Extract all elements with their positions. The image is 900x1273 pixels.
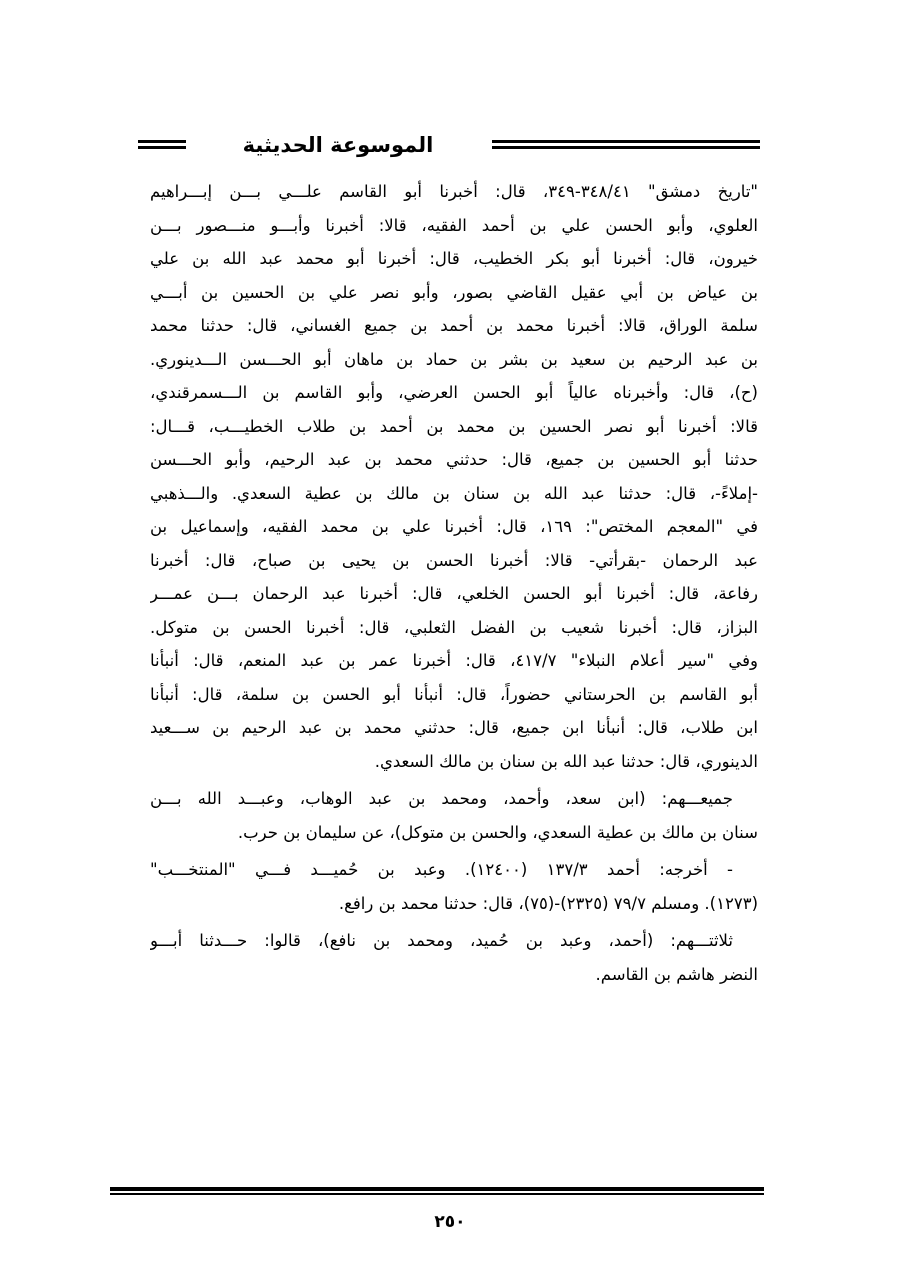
text-line: أبو القاسم بن الحرستاني حضوراً، قال: أنبأنا أبو الحسن بن سلمة، قال: أنبأنا bbox=[150, 684, 758, 704]
text-line: حدثنا أبو الحسين بن جميع، قال: حدثني محمد بن عبد الرحيم، وأبو الحـــسن bbox=[150, 450, 758, 469]
text-line: ثلاثتـــهم: (أحمد، وعبد بن حُميد، ومحمد بن نافع)، قالوا: حـــدثنا أبـــو bbox=[150, 931, 733, 950]
text-line: النضر هاشم بن القاسم. bbox=[595, 964, 758, 984]
header-rule-left bbox=[138, 140, 186, 143]
text-line: ابن طلاب، قال: أنبأنا ابن جميع، قال: حدثني محمد بن عبد الرحيم بن ســـعيد bbox=[150, 718, 758, 737]
text-line: وفي "سير أعلام النبلاء" ٤١٧/٧، قال: أخبرنا عمر بن عبد المنعم، قال: أنبأنا bbox=[150, 651, 758, 670]
paragraph-3 bbox=[150, 853, 758, 920]
text-line: (١٢٧٣). ومسلم ٧٩/٧ (٢٣٢٥)-(٧٥)، قال: حدثنا محمد بن رافع. bbox=[338, 893, 758, 913]
text-line: بن عبد الرحيم بن سعيد بن بشر بن حماد بن ماهان أبو الحـــسن الـــدينوري. bbox=[150, 349, 758, 369]
text-line: سلمة الوراق، قالا: أخبرنا محمد بن أحمد بن جميع الغساني، قال: حدثنا محمد bbox=[150, 316, 758, 335]
text-line: العلوي، وأبو الحسن علي بن أحمد الفقيه، قالا: أخبرنا وأبـــو منـــصور بـــن bbox=[150, 215, 758, 235]
text-line: خيرون، قال: أخبرنا أبو بكر الخطيب، قال: أخبرنا أبو محمد عبد الله بن علي bbox=[150, 249, 758, 268]
text-line: رفاعة، قال: أخبرنا أبو الحسن الخلعي، قال: أخبرنا عبد الرحمان بـــن عمـــر bbox=[150, 584, 758, 603]
text-line: جميعـــهم: (ابن سعد، وأحمد، ومحمد بن عبد الوهاب، وعبـــد الله بـــن bbox=[150, 789, 733, 808]
paragraph-2 bbox=[150, 782, 758, 849]
text-line: الدينوري، قال: حدثنا عبد الله بن سنان بن مالك السعدي. bbox=[374, 751, 758, 771]
text-line: عبد الرحمان -بقرأتي- قالا: أخبرنا الحسن بن يحيى بن صباح، قال: أخبرنا bbox=[150, 550, 758, 570]
text-line: - أخرجه: أحمد ١٣٧/٣ (١٢٤٠٠). وعبد بن حُميـــد فـــي "المنتخـــب" bbox=[150, 860, 733, 879]
text-line: قالا: أخبرنا أبو نصر الحسين بن محمد بن أحمد بن طلاب الخطيـــب، قـــال: bbox=[150, 416, 758, 436]
page-body bbox=[150, 175, 758, 991]
text-line: -إملاءً-، قال: حدثنا عبد الله بن سنان بن مالك بن عطية السعدي. والـــذهبي bbox=[150, 483, 758, 503]
text-line: بن عياض بن أبي عقيل القاضي بصور، وأبو نصر علي بن الحسين بن أبـــي bbox=[150, 282, 758, 302]
paragraph-4 bbox=[150, 924, 758, 991]
text-line: البزاز، قال: أخبرنا شعيب بن الفضل الثعلبي، قال: أخبرنا الحسن بن متوكل. bbox=[150, 617, 758, 637]
page-number: ٢٥٠ bbox=[434, 1212, 466, 1232]
text-line: (ح)، قال: وأخبرناه عالياً أبو الحسن العرضي، وأبو القاسم بن الـــسمرقندي، bbox=[150, 383, 758, 402]
page-header-title: الموسوعة الحديثية bbox=[242, 133, 434, 157]
text-line: سنان بن مالك بن عطية السعدي، والحسن بن متوكل)، عن سليمان بن حرب. bbox=[237, 822, 758, 842]
paragraph-1 bbox=[150, 175, 758, 778]
page-header bbox=[138, 128, 760, 162]
text-line: "تاريخ دمشق" ٣٤٨/٤١-٣٤٩، قال: أخبرنا أبو القاسم علـــي بـــن إبـــراهيم bbox=[150, 182, 758, 201]
footer-rule bbox=[110, 1187, 764, 1191]
text-line: في "المعجم المختص": ١٦٩، قال: أخبرنا علي بن محمد الفقيه، وإسماعيل بن bbox=[150, 517, 758, 536]
header-rule-right bbox=[492, 140, 760, 143]
